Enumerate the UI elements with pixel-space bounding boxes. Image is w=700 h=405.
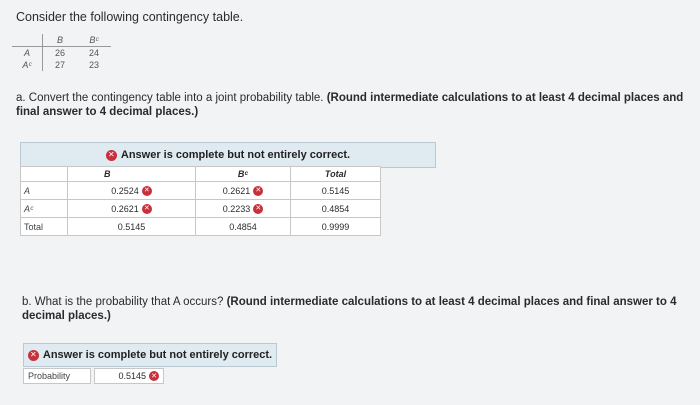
jp-header-total: Total — [291, 167, 381, 182]
x-circle-icon: ✕ — [253, 186, 263, 196]
question-b-text: b. What is the probability that A occurs? — [22, 296, 227, 308]
jp-header-b: B — [68, 167, 196, 182]
x-circle-icon: ✕ — [142, 186, 152, 196]
cell-a-bc: 24 — [88, 48, 99, 58]
jp-cell-a-bc[interactable] — [196, 182, 291, 200]
jp-row-label-a: A — [21, 182, 68, 200]
probability-label: Probability — [23, 368, 91, 384]
jp-value: 0.2233 — [222, 203, 251, 214]
x-circle-icon: ✕ — [106, 150, 117, 161]
jp-value: 0.2524 — [111, 185, 139, 196]
cell-a-b: 26 — [54, 48, 65, 58]
jp-cell-ac-total: 0.4854 — [291, 200, 381, 218]
jp-cell-a-total: 0.5145 — [291, 182, 381, 200]
jp-cell-total-bc: 0.4854 — [196, 218, 291, 236]
cell-ac-bc: 23 — [88, 60, 99, 70]
col-header-bc: Bᶜ — [77, 34, 111, 47]
banner-a-text: Answer is complete but not entirely correct. — [120, 149, 351, 161]
probability-input[interactable] — [94, 368, 164, 384]
x-circle-icon: ✕ — [253, 204, 263, 214]
cell-ac-b: 27 — [54, 60, 65, 70]
jp-cell-ac-b[interactable] — [68, 200, 196, 218]
answer-status-banner-b — [23, 343, 277, 367]
jp-header-bc: Bᶜ — [196, 167, 291, 182]
intro-text: Consider the following contingency table. — [16, 10, 244, 24]
contingency-table — [12, 34, 111, 71]
jp-row-label-total: Total — [21, 218, 68, 236]
joint-probability-table — [20, 166, 381, 236]
question-b — [22, 295, 688, 323]
probability-row — [23, 368, 164, 384]
jp-cell-ac-bc[interactable] — [196, 200, 291, 218]
col-header-b: B — [43, 34, 78, 47]
question-a — [16, 91, 688, 119]
row-header-a: A — [12, 47, 43, 60]
x-circle-icon: ✕ — [142, 204, 152, 214]
question-a-text: a. Convert the contingency table into a joint probability table. — [16, 92, 327, 104]
question-b-rounding: (Round intermediate calculations to at least 4 decimal places and final answer to 4 decimal places.) — [22, 296, 677, 322]
answer-status-banner-a — [20, 142, 436, 168]
row-header-ac: Aᶜ — [12, 59, 43, 71]
jp-row-label-ac: Aᶜ — [21, 200, 68, 218]
jp-corner — [21, 167, 68, 182]
jp-cell-total-total: 0.9999 — [291, 218, 381, 236]
jp-cell-a-b[interactable] — [68, 182, 196, 200]
corner-cell — [12, 34, 43, 47]
jp-value: 0.2621 — [222, 185, 251, 196]
x-circle-icon: ✕ — [149, 371, 159, 381]
x-circle-icon: ✕ — [28, 350, 39, 361]
jp-value: 0.2621 — [111, 203, 139, 214]
jp-cell-total-b: 0.5145 — [68, 218, 196, 236]
banner-b-text: Answer is complete but not entirely correct. — [42, 349, 273, 361]
question-a-rounding: (Round intermediate calculations to at least 4 decimal places and final answer to 4 decimal places.) — [16, 92, 684, 118]
probability-value: 0.5145 — [118, 371, 146, 381]
